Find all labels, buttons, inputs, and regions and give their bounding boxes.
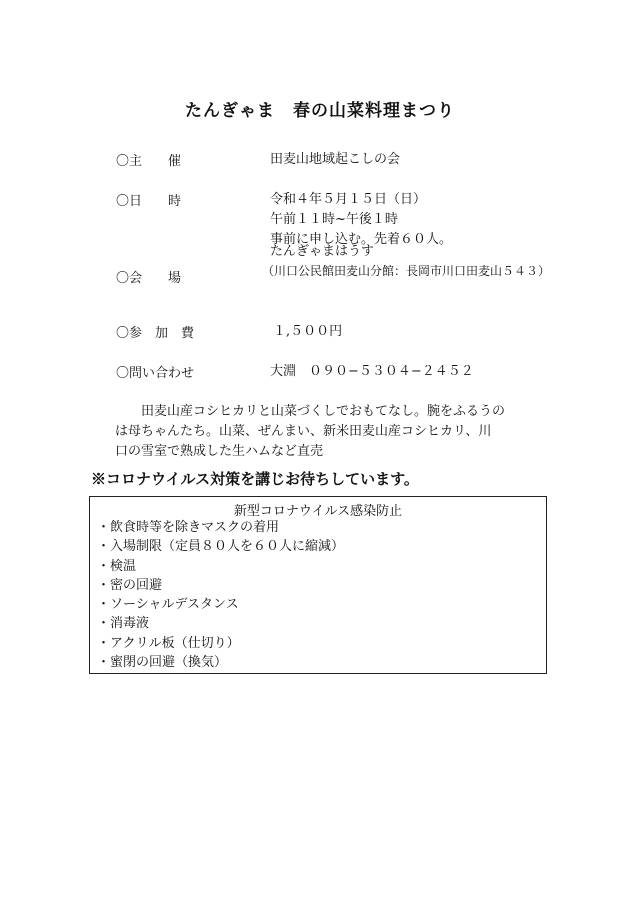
info-label: 〇会 場 xyxy=(116,271,182,286)
info-value xyxy=(270,150,400,170)
info-line: たんぎゃまはうす xyxy=(270,244,375,259)
list-item: ・飲食時等を除きマスクの着用 xyxy=(97,520,280,535)
info-line: 田麦山地域起こしの会 xyxy=(270,152,401,167)
info-value xyxy=(273,322,342,342)
info-label: 〇問い合わせ xyxy=(116,366,195,381)
list-item: ・検温 xyxy=(97,558,137,574)
description-line: は母ちゃんたち。山菜、ぜんまい、新米田麦山産コシヒカリ、川 xyxy=(115,424,492,439)
info-label: 〇参 加 費 xyxy=(116,326,195,341)
list-item: ・入場制限（定員８０人を６０人に縮減） xyxy=(97,539,345,555)
info-value xyxy=(270,190,452,250)
description-line: 口の雪室で熟成した生ハムなど直売 xyxy=(115,444,324,459)
event-description xyxy=(115,402,525,462)
list-item: ・密の回避 xyxy=(97,577,163,593)
info-line: 午前１１時~午後１時 xyxy=(270,212,398,227)
info-line: 令和４年５月１５日（日） xyxy=(270,192,427,207)
prevention-list xyxy=(97,518,344,672)
info-label: 〇主 催 xyxy=(116,154,182,169)
venue-detail: （川口公民館田麦山分館：長岡市川口田麦山５４３） xyxy=(262,264,551,278)
list-item: ・ソーシャルデスタンス xyxy=(97,597,239,613)
list-item: ・アクリル板（仕切り） xyxy=(97,635,240,651)
covid-notice: ※コロナウイルス対策を講じお待ちしています。 xyxy=(91,470,419,488)
info-line: 大淵 ０９０−５３０４−２４５２ xyxy=(270,364,474,379)
info-value xyxy=(270,362,474,382)
covid-prevention-box xyxy=(89,496,547,674)
box-title: 新型コロナウイルス感染防止 xyxy=(233,504,403,519)
list-item: ・蜜閉の回避（換気） xyxy=(97,655,228,671)
info-line: １,５００円 xyxy=(273,324,343,339)
list-item: ・消毒液 xyxy=(97,616,150,632)
description-line: 田麦山産コシヒカリと山菜づくしでおもてなし。腕をふるうの xyxy=(141,404,506,419)
page-title: たんぎゃま 春の山菜料理まつり xyxy=(185,101,455,121)
info-label: 〇日 時 xyxy=(116,194,182,209)
info-line: 事前に申し込む。先着６０人。 xyxy=(270,232,453,247)
info-value xyxy=(270,242,374,262)
